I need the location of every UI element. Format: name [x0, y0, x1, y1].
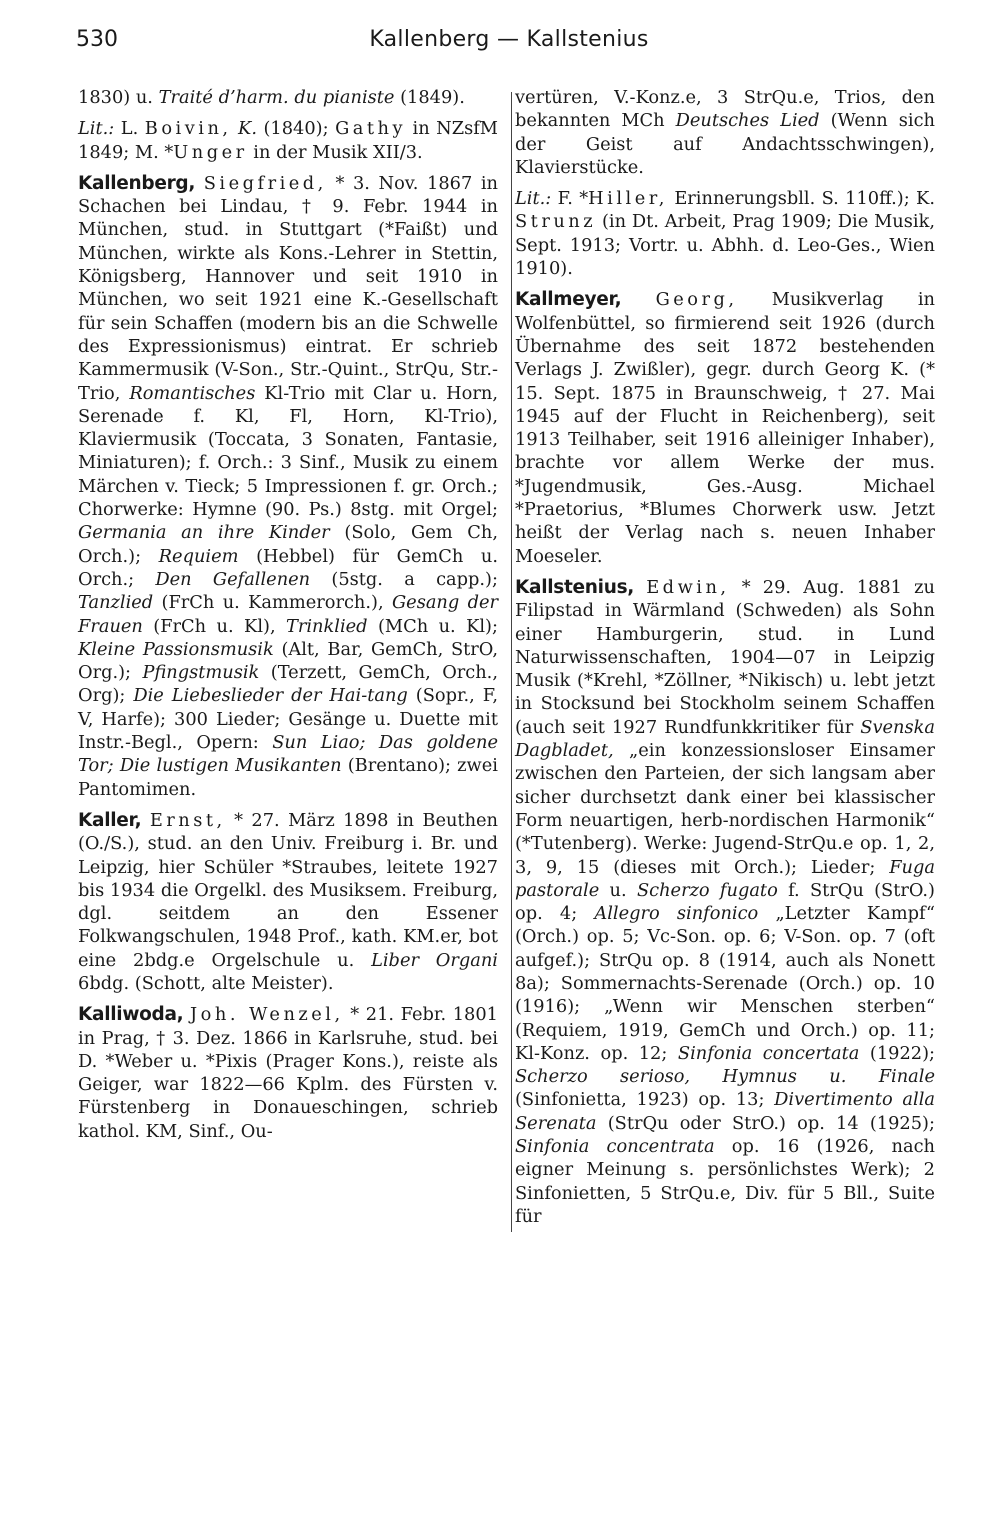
page-header	[76, 22, 942, 58]
literature-note: Lit.: L. Boivin, K. (1840); Gathy in NZsfM 1849; M. *Unger in der Musik XII/3.	[78, 118, 498, 163]
running-head: Kallenberg — Kallstenius	[369, 27, 649, 52]
right-column	[515, 86, 935, 1236]
entry-kallmeyer: Kallmeyer, Georg, Musikverlag in Wolfenbüttel, so firmierend seit 1926 (durch Übernahme des seit 1872 bestehenden Verlags J. Zwißler), gegr. durch Georg K. (* 15. Sept. 1875 in Braunschweig, † 27. Mai 1945 auf der Flucht in Reichenberg), seit 1913 Teilhaber, seit 1916 alleiniger Inhaber), brachte vor allem Werke der mus. *Jugendmusik, Ges.-Ausg. Michael *Praetorius, *Blumes Chorwerk usw. Jetzt heißt der Verlag nach s. neuen Inhaber Moeseler.	[515, 289, 935, 567]
given-name: Edwin,	[646, 576, 730, 598]
given-name: Siegfried,	[203, 172, 327, 194]
given-name: Georg,	[655, 289, 738, 311]
given-name: Joh. Wenzel,	[190, 1004, 344, 1026]
entry-continuation: 1830) u. Traité d’harm. du pianiste (1849).	[78, 87, 465, 108]
headword: Kaller,	[78, 809, 142, 831]
literature-note: Lit.: F. *Hiller, Erinnerungsbll. S. 110ff.); K. Strunz (in Dt. Arbeit, Prag 1909; Die Musik, Sept. 1913; Vortr. u. Abhh. d. Leo-Ges., Wien 1910).	[515, 188, 935, 280]
entry-continuation: vertüren, V.-Konz.e, 3 StrQu.e, Trios, den bekannten MCh Deutsches Lied (Wenn sich der Geist auf Andachtsschwingen), Klavierstücke.	[515, 87, 935, 178]
given-name: Ernst,	[149, 809, 226, 831]
column-divider	[511, 92, 512, 1232]
page-number: 530	[76, 27, 118, 52]
headword: Kalliwoda,	[78, 1004, 184, 1026]
headword: Kallmeyer,	[515, 289, 622, 311]
entry-kalliwoda: Kalliwoda, Joh. Wenzel, * 21. Febr. 1801 in Prag, † 3. Dez. 1866 in Karlsruhe, stud. bei D. *Weber u. *Pixis (Prager Kons.), reiste als Geiger, war 1822—66 Kplm. des Fürsten v. Fürstenberg in Donaueschingen, schrieb kathol. KM, Sinf., Ou-	[78, 1004, 498, 1142]
entry-kallstenius: Kallstenius, Edwin, * 29. Aug. 1881 zu Filipstad in Wärmland (Schweden) als Sohn einer Hamburgerin, stud. in Lund Naturwissenschaften, 1904—07 in Leipzig Musik (*Krehl, *Zöllner, *Nikisch) u. lebt jetzt in Stocksund bei Stockholm seinem Schaffen (auch seit 1927 Rundfunkkritiker für Svenska Dagbladet, „ein konzessionsloser Einsamer zwischen den Parteien, der sich langsam aber sicher durchsetzt dank einer bei klassischer Form neuartigen, herb-nordischen Harmonik“ (*Tutenberg). Werke: Jugend-StrQu.e op. 1, 2, 3, 9, 15 (dieses mit Orch.); Lieder; Fuga pastorale u. Scherzo fugato f. StrQu (StrO.) op. 4; Allegro sinfonico „Letzter Kampf“ (Orch.) op. 5; Vc-Son. op. 6; V-Son. op. 7 (oft aufgef.); StrQu op. 8 (1914, auch als Nonett 8a); Sommernachts-Serenade (Orch.) op. 10 (1916); „Wenn wir Menschen sterben“ (Requiem, 1919, GemCh und Orch.) op. 11; Kl-Konz. op. 12; Sinfonia concertata (1922); Scherzo serioso, Hymnus u. Finale (Sinfonietta, 1923) op. 13; Divertimento alla Serenata (StrQu oder StrO.) op. 14 (1925); Sinfonia concentrata op. 16 (1926, nach eigner Meinung s. persönlichstes Werk); 2 Sinfonietten, 5 StrQu.e, Div. für 5 Bll., Suite für	[515, 576, 935, 1227]
headword: Kallenberg,	[78, 172, 196, 194]
headword: Kallstenius,	[515, 576, 635, 598]
entry-kallenberg: Kallenberg, Siegfried, * 3. Nov. 1867 in Schachen bei Lindau, † 9. Febr. 1944 in München, stud. in Stuttgart (*Faißt) und München, wirkte als Kons.-Lehrer in Stettin, Königsberg, Hannover und seit 1910 in München, wo seit 1921 eine K.-Gesellschaft für sein Schaffen (modern bis an die Schwelle des Expressionismus) eintrat. Er schrieb Kammermusik (V-Son., Str.-Quint., StrQu, Str.-Trio, Romantisches Kl-Trio mit Clar u. Horn, Serenade f. Kl, Fl, Horn, Kl-Trio), Klaviermusik (Toccata, 3 Sonaten, Fantasie, Miniaturen); f. Orch.: 3 Sinf., Musik zu einem Märchen v. Tieck; 5 Impressionen f. gr. Orch.; Chorwerke: Hymne (90. Ps.) 8stg. mit Orgel; Germania an ihre Kinder (Solo, Gem Ch, Orch.); Requiem (Hebbel) für GemCh u. Orch.; Den Gefallenen (5stg. a capp.); Tanzlied (FrCh u. Kammerorch.), Gesang der Frauen (FrCh u. Kl), Trinklied (MCh u. Kl); Kleine Passionsmusik (Alt, Bar, GemCh, StrO, Org.); Pfingstmusik (Terzett, GemCh, Orch., Org); Die Liebeslieder der Hai-tang (Sopr., F, V, Harfe); 300 Lieder; Gesänge u. Duette mit Instr.-Begl., Opern: Sun Liao; Das goldene Tor; Die lustigen Musikanten (Brentano); zwei Pantomimen.	[78, 172, 499, 800]
entry-kaller: Kaller, Ernst, * 27. März 1898 in Beuthen (O./S.), stud. an den Univ. Freiburg i. Br. und Leipzig, hier Schüler *Straubes, leitete 1927 bis 1934 die Orgelkl. des Musiksem. Freiburg, dgl. seitdem an den Essener Folkwangschulen, 1948 Prof., kath. KM.er, bot eine 2bdg.e Orgelschule u. Liber Organi 6bdg. (Schott, alte Meister).	[78, 809, 499, 994]
left-column	[78, 86, 498, 1151]
